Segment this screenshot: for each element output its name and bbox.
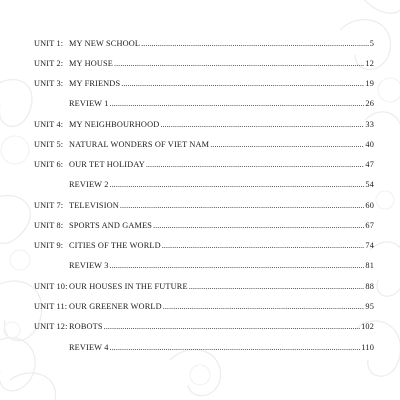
unit-number: UNIT 6: <box>34 160 64 169</box>
toc-row[interactable] <box>0 258 400 274</box>
toc-row[interactable] <box>0 279 400 295</box>
unit-title: OUR GREENER WORLD <box>69 302 162 311</box>
toc-row[interactable] <box>0 319 400 335</box>
toc-row[interactable] <box>0 218 400 234</box>
review-title: REVIEW 3 <box>69 261 109 270</box>
unit-number: UNIT 3: <box>34 79 64 88</box>
unit-number: UNIT 12: <box>34 322 68 331</box>
page-number: 5 <box>369 39 374 48</box>
unit-title: ROBOTS <box>69 322 103 331</box>
unit-title: MY NEIGHBOURHOOD <box>69 120 160 129</box>
dot-leader <box>162 238 365 254</box>
unit-title: MY NEW SCHOOL <box>69 39 141 48</box>
unit-number: UNIT 8: <box>34 221 64 230</box>
dot-leader <box>110 96 365 112</box>
toc-row[interactable] <box>0 198 400 214</box>
dot-leader <box>153 218 364 234</box>
page-number: 74 <box>365 241 374 250</box>
dot-leader <box>189 279 365 295</box>
unit-title: MY HOUSE <box>69 59 113 68</box>
page-number: 40 <box>365 140 374 149</box>
page-number: 110 <box>361 343 374 352</box>
unit-number: UNIT 1: <box>34 39 64 48</box>
review-title: REVIEW 1 <box>69 99 109 108</box>
dot-leader <box>146 157 365 173</box>
dot-leader <box>163 299 365 315</box>
dot-leader <box>114 56 364 72</box>
unit-number: UNIT 9: <box>34 241 64 250</box>
toc-row[interactable] <box>0 76 400 92</box>
review-title: REVIEW 2 <box>69 180 109 189</box>
dot-leader <box>121 76 364 92</box>
toc-row[interactable] <box>0 340 400 356</box>
dot-leader <box>104 319 360 335</box>
unit-title: CITIES OF THE WORLD <box>69 241 161 250</box>
page-number: 47 <box>365 160 374 169</box>
unit-number: UNIT 7: <box>34 201 64 210</box>
page-number: 88 <box>365 282 374 291</box>
page-number: 60 <box>365 201 374 210</box>
unit-title: OUR TET HOLIDAY <box>69 160 145 169</box>
dot-leader <box>110 258 365 274</box>
unit-title: TELEVISION <box>69 201 119 210</box>
toc-row[interactable] <box>0 117 400 133</box>
page-number: 33 <box>365 120 374 129</box>
unit-number: UNIT 10: <box>34 282 68 291</box>
unit-number: UNIT 5: <box>34 140 64 149</box>
page-number: 102 <box>361 322 374 331</box>
unit-number: UNIT 11: <box>34 302 68 311</box>
page-number: 26 <box>365 99 374 108</box>
dot-leader <box>141 36 369 52</box>
dot-leader <box>160 117 364 133</box>
toc-row[interactable] <box>0 96 400 112</box>
dot-leader <box>120 198 365 214</box>
unit-title: NATURAL WONDERS OF VIET NAM <box>69 140 210 149</box>
unit-number: UNIT 2: <box>34 59 64 68</box>
toc-row[interactable] <box>0 238 400 254</box>
page-number: 19 <box>365 79 374 88</box>
dot-leader <box>110 177 365 193</box>
unit-number: UNIT 4: <box>34 120 64 129</box>
unit-title: SPORTS AND GAMES <box>69 221 153 230</box>
toc-row[interactable] <box>0 36 400 52</box>
toc-row[interactable] <box>0 56 400 72</box>
dot-leader <box>210 137 364 153</box>
toc-row[interactable] <box>0 299 400 315</box>
toc-row[interactable] <box>0 177 400 193</box>
dot-leader <box>110 340 361 356</box>
unit-title: MY FRIENDS <box>69 79 121 88</box>
page-number: 95 <box>365 302 374 311</box>
page-number: 12 <box>365 59 374 68</box>
page-number: 81 <box>365 261 374 270</box>
unit-title: OUR HOUSES IN THE FUTURE <box>69 282 188 291</box>
page-number: 67 <box>365 221 374 230</box>
review-title: REVIEW 4 <box>69 343 109 352</box>
page-number: 54 <box>365 180 374 189</box>
toc-row[interactable] <box>0 137 400 153</box>
toc-row[interactable] <box>0 157 400 173</box>
